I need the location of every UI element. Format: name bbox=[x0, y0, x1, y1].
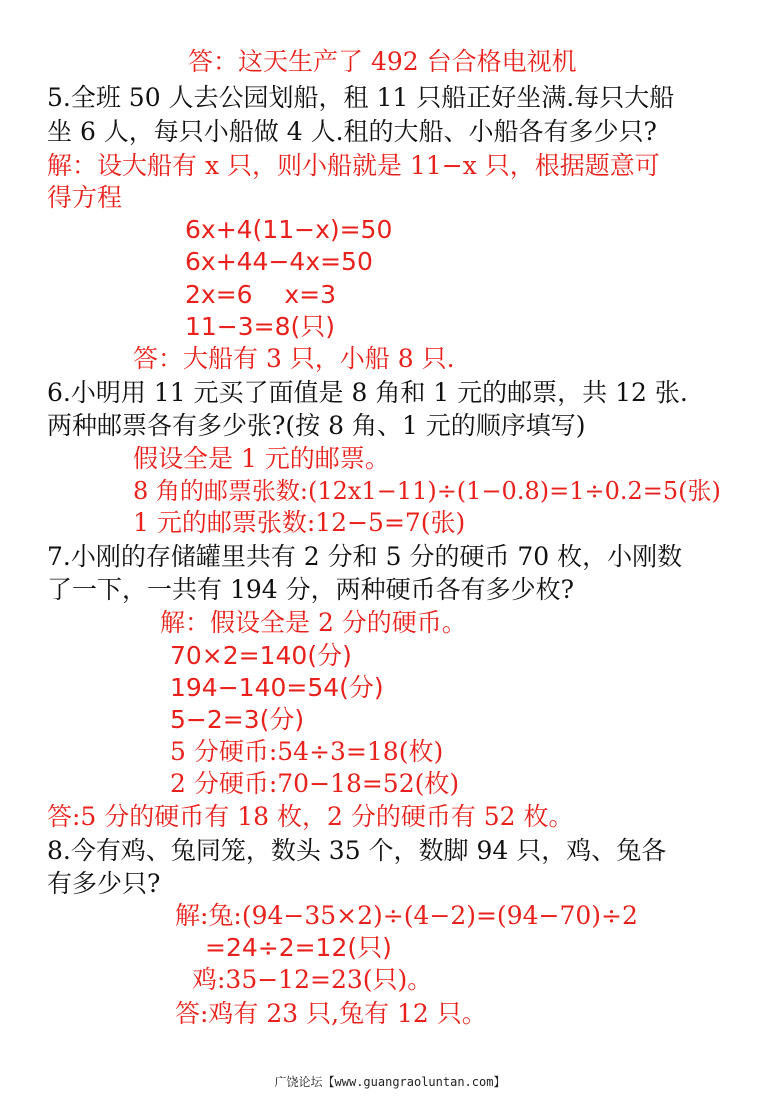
q5-step: 6x+4(11−x)=50 bbox=[185, 215, 393, 244]
q8-step: 解:兔:(94−35×2)÷(4−2)=(94−70)÷2 bbox=[175, 901, 638, 930]
q7-step: 70×2=140(分) bbox=[170, 641, 352, 670]
q8-step: =24÷2=12(只) bbox=[205, 933, 392, 962]
q6-question-line1: 6.小明用 11 元买了面值是 8 角和 1 元的邮票，共 12 张. bbox=[47, 378, 688, 407]
q7-step: 5−2=3(分) bbox=[170, 705, 305, 734]
q5-question-line2: 坐 6 人，每只小船做 4 人.租的大船、小船各有多少只? bbox=[47, 117, 657, 146]
q6-step: 1 元的邮票张数:12−5=7(张) bbox=[133, 508, 466, 537]
q7-question-line1: 7.小刚的存储罐里共有 2 分和 5 分的硬币 70 枚，小刚数 bbox=[47, 542, 683, 571]
q6-question-line2: 两种邮票各有多少张?(按 8 角、1 元的顺序填写) bbox=[47, 411, 586, 440]
q7-question-line2: 了一下，一共有 194 分，两种硬币各有多少枚? bbox=[47, 575, 575, 604]
q5-answer: 答：大船有 3 只，小船 8 只. bbox=[133, 344, 455, 373]
footer-watermark: 广饶论坛【www.guangraoluntan.com】 bbox=[274, 1075, 506, 1089]
q5-step: 2x=6 x=3 bbox=[185, 280, 336, 309]
q5-solution-line2: 得方程 bbox=[47, 183, 123, 212]
q8-question-line2: 有多少只? bbox=[47, 869, 161, 898]
q7-step: 2 分硬币:70−18=52(枚) bbox=[170, 769, 460, 798]
q8-step: 鸡:35−12=23(只)。 bbox=[192, 965, 433, 994]
q7-solution-line: 解：假设全是 2 分的硬币。 bbox=[160, 608, 467, 637]
q5-step: 6x+44−4x=50 bbox=[185, 247, 373, 276]
q5-question-line1: 5.全班 50 人去公园划船，租 11 只船正好坐满.每只大船 bbox=[47, 83, 675, 112]
q7-step: 194−140=54(分) bbox=[170, 673, 384, 702]
q8-question-line1: 8.今有鸡、兔同笼，数头 35 个，数脚 94 只，鸡、兔各 bbox=[47, 836, 667, 865]
q8-answer: 答:鸡有 23 只,兔有 12 只。 bbox=[175, 999, 487, 1028]
q6-step: 假设全是 1 元的邮票。 bbox=[133, 444, 390, 473]
q7-step: 5 分硬币:54÷3=18(枚) bbox=[170, 737, 444, 766]
q6-step: 8 角的邮票张数:(12x1−11)÷(1−0.8)=1÷0.2=5(张) bbox=[133, 477, 721, 505]
q7-answer: 答:5 分的硬币有 18 枚，2 分的硬币有 52 枚。 bbox=[47, 802, 574, 831]
q5-step: 11−3=8(只) bbox=[185, 312, 336, 341]
q5-solution-line1: 解：设大船有 x 只，则小船就是 11−x 只，根据题意可 bbox=[47, 151, 660, 180]
top-answer: 答：这天生产了 492 台合格电视机 bbox=[188, 47, 577, 76]
